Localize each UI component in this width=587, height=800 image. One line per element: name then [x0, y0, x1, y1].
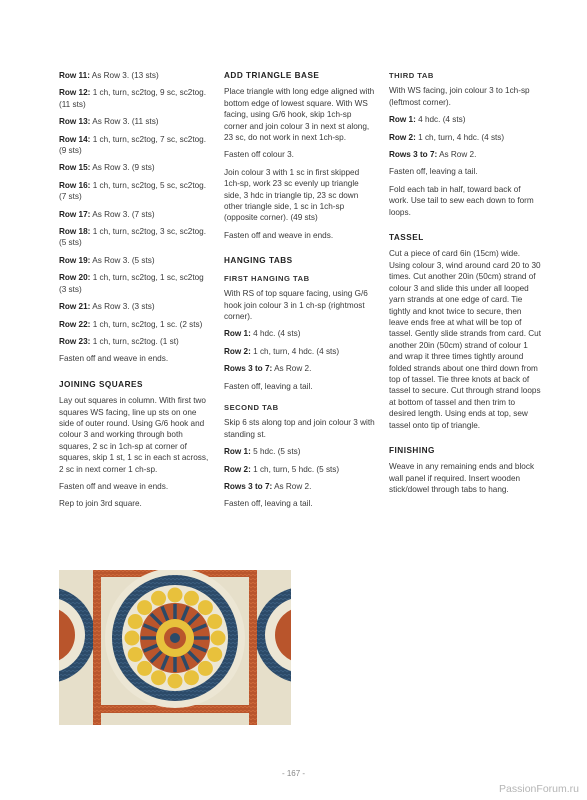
pattern-row-7 — [59, 226, 211, 249]
row-label: Rows 3 to 7: — [389, 150, 438, 160]
row-text: 1 ch, turn, sc2tog, 1 sc, sc2tog (3 sts) — [59, 273, 204, 294]
row-label: Row 23: — [59, 336, 91, 346]
row-text: As Row 3. (3 sts) — [92, 302, 155, 312]
finishing-text: Weave in any remaining ends and block wall panel if required. Insert wooden stick/dowel through tabs to hang. — [389, 462, 535, 495]
pattern-row-6 — [59, 209, 211, 220]
row-text: 1 ch, turn, 4 hdc. (4 sts) — [418, 132, 505, 142]
row-label: Row 2: — [389, 132, 416, 142]
row-text: As Row 3. (5 sts) — [92, 255, 155, 265]
row-label: Row 13: — [59, 117, 91, 127]
joining-squares-text: Lay out squares in column. With first two squares WS facing, line up sts on one side of outer round. Using G/6 hook and colour 3 and working through both squares, 2 sc in 1ch-sp at corner of squares, skip 1 st, 1 sc in each st across, 2 sc in next corner 1 ch-sp. — [59, 396, 209, 474]
center-mandala — [105, 570, 245, 708]
row-label: Row 17: — [59, 209, 91, 219]
row-label: Row 12: — [59, 88, 91, 98]
row-text: As Row 2. — [274, 481, 312, 491]
third-tab-row-0 — [389, 114, 541, 125]
triangle-text-2: Fasten off colour 3. — [224, 150, 294, 160]
second-tab-heading: SECOND TAB — [224, 402, 279, 412]
pattern-row-8 — [59, 255, 211, 266]
row-label: Row 1: — [224, 329, 251, 339]
first-tab-intro: With RS of top square facing, using G/6 hook join colour 3 in 1 ch-sp (rightmost corner). — [224, 289, 368, 321]
hanging-tabs-heading: HANGING TABS — [224, 256, 293, 266]
row-text: 1 ch, turn, sc2tog, 7 sc, sc2tog. (9 sts) — [59, 134, 207, 156]
row-label: Row 15: — [59, 163, 91, 173]
pattern-row-3 — [59, 134, 211, 157]
third-tab-fold: Fold each tab in half, toward back of work. Use tail to sew each down to form loops. — [389, 184, 534, 217]
crochet-mandala-photo — [59, 570, 291, 725]
joining-fasten-off-text: Fasten off and weave in ends. — [59, 481, 169, 491]
tassel-text: Cut a piece of card 6in (15cm) wide. Using colour 3, wind around card 20 to 30 times. Cut another 20in (50cm) strand of colour 3 and slide this under all looped yarn strands at one edge of card. Tie tightly and knot twice to secure, then leave ends free at what will be top of tassel. Gently slide strands from card. Cut another 20in (50cm) strand of colour 1 and wrap it three times tightly around folded strands about one third down from top of tassel. Tie three knots at back of tassel to secure. Cut through strand loops at bottom of tassel and then trim to desired length. Using ends at top, sew tassel onto tip of triangle. — [389, 249, 541, 430]
third-tab-row-list — [389, 114, 541, 160]
row-text: 4 hdc. (4 sts) — [253, 329, 301, 339]
fasten-off-text: Fasten off and weave in ends. — [59, 354, 169, 364]
second-tab-row-list — [224, 446, 376, 492]
row-text: As Row 3. (13 sts) — [91, 71, 159, 80]
triangle-base-heading: ADD TRIANGLE BASE — [224, 71, 320, 80]
row-label: Row 1: — [224, 447, 251, 457]
joining-squares-heading: JOINING SQUARES — [59, 379, 143, 389]
row-list — [59, 70, 211, 347]
triangle-text-4: Fasten off and weave in ends. — [224, 230, 334, 240]
row-label: Rows 3 to 7: — [224, 364, 273, 374]
row-label: Row 2: — [224, 346, 251, 356]
third-tab-heading: THIRD TAB — [389, 71, 434, 80]
row-text: 5 hdc. (5 sts) — [253, 447, 301, 457]
third-tab-row-1 — [389, 132, 541, 143]
pattern-row-10 — [59, 301, 211, 312]
row-text: 1 ch, turn, 4 hdc. (4 sts) — [253, 346, 340, 356]
row-label: Row 11: — [59, 71, 90, 80]
pattern-row-4 — [59, 162, 211, 173]
row-label: Rows 3 to 7: — [224, 481, 273, 491]
row-text: As Row 3. (9 sts) — [92, 163, 155, 173]
second-tab-row-1 — [224, 464, 376, 475]
pattern-row-9 — [59, 272, 211, 295]
row-label: Row 1: — [389, 115, 416, 125]
pattern-row-5 — [59, 180, 211, 203]
row-label: Row 2: — [224, 464, 251, 474]
row-text: 1 ch, turn, 5 hdc. (5 sts) — [253, 464, 340, 474]
column-3 — [389, 70, 541, 502]
pattern-row-2 — [59, 116, 211, 127]
first-tab-end: Fasten off, leaving a tail. — [224, 381, 313, 391]
first-tab-row-1 — [224, 346, 376, 357]
third-tab-end: Fasten off, leaving a tail. — [389, 167, 478, 177]
watermark: PassionForum.ru — [499, 783, 579, 795]
row-text: As Row 2. — [274, 364, 312, 374]
first-tab-row-2 — [224, 363, 376, 374]
row-text: 1 ch, turn, sc2tog, 3 sc, sc2tog. (5 sts) — [59, 227, 207, 248]
row-text: As Row 3. (11 sts) — [92, 117, 159, 127]
row-text: 1 ch, turn, sc2tog. (1 st) — [92, 336, 179, 346]
second-tab-row-0 — [224, 446, 376, 457]
row-text: As Row 2. — [439, 150, 477, 160]
pattern-row-11 — [59, 319, 211, 330]
row-label: Row 22: — [59, 319, 91, 329]
row-label: Row 14: — [59, 134, 91, 144]
row-text: As Row 3. (7 sts) — [92, 209, 155, 219]
row-label: Row 18: — [59, 227, 91, 237]
column-2 — [224, 70, 376, 516]
second-tab-end: Fasten off, leaving a tail. — [224, 499, 313, 509]
row-label: Row 21: — [59, 302, 91, 312]
second-tab-intro: Skip 6 sts along top and join colour 3 with standing st. — [224, 418, 375, 439]
page-number: - 167 - — [281, 769, 306, 778]
first-tab-row-0 — [224, 328, 376, 339]
third-tab-row-2 — [389, 149, 541, 160]
row-label: Row 20: — [59, 273, 91, 283]
third-tab-intro: With WS facing, join colour 3 to 1ch-sp (leftmost corner). — [389, 86, 530, 107]
second-tab-row-2 — [224, 481, 376, 492]
finishing-heading: FINISHING — [389, 445, 435, 455]
pattern-row-1 — [59, 87, 211, 110]
tassel-heading: TASSEL — [389, 233, 424, 243]
pattern-row-0 — [59, 70, 211, 81]
row-text: 1 ch, turn, sc2tog, 5 sc, sc2tog. (7 sts) — [59, 180, 207, 202]
pattern-row-12 — [59, 336, 211, 347]
joining-repeat-text: Rep to join 3rd square. — [59, 499, 142, 509]
row-text: 4 hdc. (4 sts) — [418, 115, 466, 125]
first-tab-heading: FIRST HANGING TAB — [224, 273, 310, 283]
triangle-text-1: Place triangle with long edge aligned with bottom edge of lowest square. With WS facing, using G/6 hook, skip 1ch-sp corner and join colour 3 in next st along, 23 sc, do not work in next 1ch-sp. — [224, 87, 375, 143]
column-1 — [59, 70, 211, 516]
row-label: Row 16: — [59, 180, 91, 190]
row-label: Row 19: — [59, 255, 91, 265]
row-text: 1 ch, turn, sc2tog, 9 sc, sc2tog. (11 sts) — [59, 88, 207, 109]
row-text: 1 ch, turn, sc2tog, 1 sc. (2 sts) — [92, 319, 203, 329]
triangle-text-3: Join colour 3 with 1 sc in first skipped 1ch-sp, work 23 sc evenly up triangle side, 3 hdc in triangle tip, 23 sc down other triangle side, 1 sc in 1ch-sp (opposite corner). (49 sts) — [224, 167, 360, 223]
first-tab-row-list — [224, 328, 376, 374]
